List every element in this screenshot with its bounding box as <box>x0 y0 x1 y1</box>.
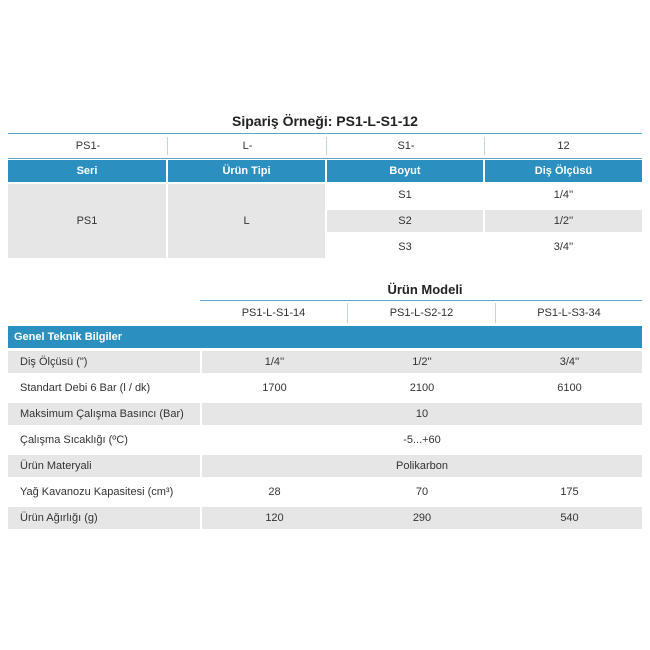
spec-row-dis-olcusu <box>8 351 642 373</box>
spec-row-calisma-sicakligi <box>8 429 642 451</box>
model-name-3: PS1-L-S3-34 <box>537 307 601 319</box>
order-header-dis-olcusu: Diş Ölçüsü <box>485 160 642 182</box>
order-code-divider <box>326 137 327 155</box>
spec-value-1: 28 <box>268 486 281 498</box>
order-boyut-s2: S2 <box>327 210 483 232</box>
spec-label: Standart Debi 6 Bar (l / dk) <box>20 382 151 394</box>
spec-label: Çalışma Sıcaklığı (ºC) <box>20 434 128 446</box>
general-info-label: Genel Teknik Bilgiler <box>14 331 122 343</box>
spec-label: Ürün Materyali <box>20 460 92 472</box>
spec-label: Maksimum Çalışma Basıncı (Bar) <box>20 408 184 420</box>
spec-value-3: 175 <box>560 486 579 498</box>
spec-value-merged: 10 <box>415 408 429 420</box>
order-example-title: Sipariş Örneği: PS1-L-S1-12 <box>232 113 418 129</box>
spec-row-maks-basinc <box>8 403 642 425</box>
order-seri-value: PS1 <box>8 184 166 258</box>
product-model-title: Ürün Modeli <box>387 282 463 297</box>
spec-value-3: 6100 <box>557 382 582 394</box>
spec-label: Diş Ölçüsü (") <box>20 356 88 368</box>
spec-value-1: 120 <box>265 512 284 524</box>
spec-value-2: 1/2'' <box>412 356 432 368</box>
spec-value-merged: Polikarbon <box>396 460 448 472</box>
order-urun-tipi-value: L <box>168 184 325 258</box>
order-mid-rule <box>8 158 642 159</box>
order-dis-olcusu-s2: 1/2'' <box>485 210 642 232</box>
model-top-rule <box>200 300 642 301</box>
spec-label: Ürün Ağırlığı (g) <box>20 512 98 524</box>
spec-value-2: 70 <box>415 486 429 498</box>
spec-value-3: 540 <box>560 512 579 524</box>
spec-value-1: 1700 <box>262 382 287 394</box>
spec-value-1: 1/4'' <box>264 356 285 368</box>
spec-value-2: 2100 <box>409 382 435 394</box>
order-header-boyut: Boyut <box>327 160 483 182</box>
order-top-rule <box>8 133 642 134</box>
order-code-divider <box>167 137 168 155</box>
spec-row-kavanoz-kapasitesi <box>8 481 642 503</box>
model-divider <box>495 303 496 323</box>
spec-row-standart-debi <box>8 377 642 399</box>
order-dis-olcusu-s3: 3/4'' <box>553 241 574 253</box>
spec-value-3: 3/4'' <box>559 356 580 368</box>
spec-row-urun-materyali <box>8 455 642 477</box>
order-dis-olcusu-s1: 1/4'' <box>553 189 574 201</box>
order-code-boyut: S1- <box>397 140 415 152</box>
spec-row-urun-agirligi <box>8 507 642 529</box>
order-boyut-s3: S3 <box>398 241 412 253</box>
spec-value-merged: -5...+60 <box>403 434 441 446</box>
order-code-dis-olcusu: 12 <box>557 140 570 152</box>
model-divider <box>347 303 348 323</box>
order-header-urun-tipi: Ürün Tipi <box>168 160 325 182</box>
order-header-seri: Seri <box>8 160 166 182</box>
order-boyut-s1: S1 <box>398 189 412 201</box>
order-code-seri: PS1- <box>75 140 101 152</box>
spec-value-2: 290 <box>412 512 432 524</box>
model-name-2: PS1-L-S2-12 <box>389 307 454 319</box>
order-code-divider <box>484 137 485 155</box>
spec-label: Yağ Kavanozu Kapasitesi (cm³) <box>20 486 174 498</box>
model-name-1: PS1-L-S1-14 <box>241 307 306 319</box>
order-code-urun-tipi: L- <box>242 140 253 152</box>
